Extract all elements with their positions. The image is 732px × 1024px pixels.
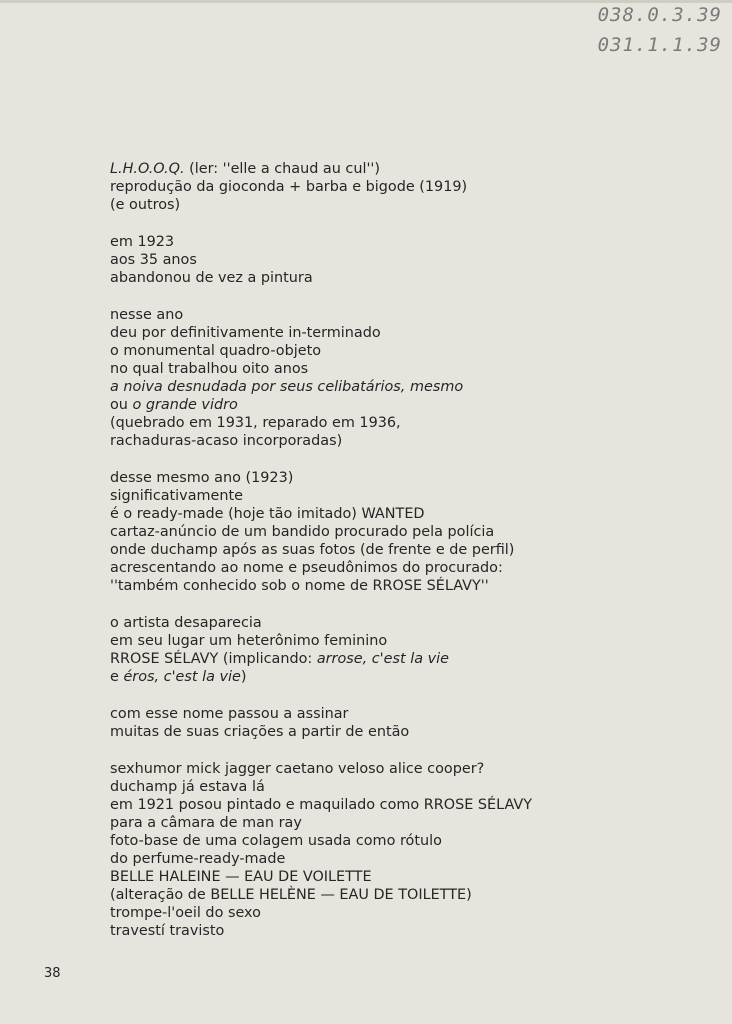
poem-line <box>110 796 710 814</box>
text-span: trompe-l'oeil do sexo <box>110 905 261 921</box>
text-span: travestí travisto <box>110 923 225 939</box>
stanza <box>110 614 710 686</box>
poem-line <box>110 577 710 595</box>
text-span: em seu lugar um heterônimo feminino <box>110 633 388 649</box>
text-span: o monumental quadro-objeto <box>110 343 322 359</box>
italic-text: arrose, c'est la vie <box>316 651 449 667</box>
text-span: desse mesmo ano (1923) <box>110 470 294 486</box>
poem-line <box>110 760 710 778</box>
text-span: (alteração de BELLE HELÈNE — EAU DE TOILETTE) <box>110 887 472 903</box>
text-span: (quebrado em 1931, reparado em 1936, <box>110 415 401 431</box>
poem-line <box>110 196 710 214</box>
poem-line <box>110 868 710 886</box>
poem-line <box>110 922 710 940</box>
poem-line <box>110 487 710 505</box>
poem-line <box>110 306 710 324</box>
text-span: ''também conhecido sob o nome de RROSE SÉLAVY'' <box>110 578 489 594</box>
stanza <box>110 233 710 287</box>
poem-line <box>110 178 710 196</box>
poem-line <box>110 668 710 686</box>
poem-line <box>110 650 710 668</box>
poem-text <box>110 160 710 959</box>
poem-line <box>110 360 710 378</box>
text-span: no qual trabalhou oito anos <box>110 361 309 377</box>
text-span: (ler: ''elle a chaud au cul'') <box>184 161 380 177</box>
stanza <box>110 705 710 741</box>
text-span: acrescentando ao nome e pseudônimos do procurado: <box>110 560 503 576</box>
italic-text: a noiva desnudada por seus celibatários, mesmo <box>110 379 464 395</box>
poem-line <box>110 723 710 741</box>
poem-line <box>110 541 710 559</box>
poem-line <box>110 378 710 396</box>
poem-line <box>110 814 710 832</box>
poem-line <box>110 342 710 360</box>
italic-text: o grande vidro <box>132 397 238 413</box>
text-span: com esse nome passou a assinar <box>110 706 349 722</box>
poem-line <box>110 505 710 523</box>
text-span: significativamente <box>110 488 244 504</box>
stanza <box>110 469 710 595</box>
poem-line <box>110 269 710 287</box>
italic-text: L.H.O.O.Q. <box>110 161 185 177</box>
poem-line <box>110 160 710 178</box>
text-span: duchamp já estava lá <box>110 779 265 795</box>
text-span: o artista desaparecia <box>110 615 262 631</box>
handwritten-catalog-number-2: 031.1.1.39 <box>597 34 722 56</box>
poem-line <box>110 705 710 723</box>
handwritten-catalog-number: 038.0.3.39 <box>597 4 722 26</box>
text-span: RROSE SÉLAVY (implicando: <box>110 651 317 667</box>
text-span: cartaz-anúncio de um bandido procurado pela polícia <box>110 524 495 540</box>
text-span: deu por definitivamente in-terminado <box>110 325 381 341</box>
text-span: nesse ano <box>110 307 184 323</box>
text-span: BELLE HALEINE — EAU DE VOILETTE <box>110 869 372 885</box>
poem-line <box>110 414 710 432</box>
text-span: para a câmara de man ray <box>110 815 302 831</box>
text-span: (e outros) <box>110 197 181 213</box>
poem-line <box>110 523 710 541</box>
page-top-edge <box>0 0 732 3</box>
poem-line <box>110 832 710 850</box>
text-span: ou <box>110 397 133 413</box>
stanza <box>110 306 710 450</box>
italic-text: éros, c'est la vie <box>123 669 241 685</box>
poem-line <box>110 614 710 632</box>
text-span: aos 35 anos <box>110 252 197 268</box>
text-span: é o ready-made (hoje tão imitado) WANTED <box>110 506 425 522</box>
text-span: abandonou de vez a pintura <box>110 270 313 286</box>
text-span: rachaduras-acaso incorporadas) <box>110 433 343 449</box>
poem-line <box>110 904 710 922</box>
poem-line <box>110 850 710 868</box>
text-span: muitas de suas criações a partir de então <box>110 724 410 740</box>
text-span: foto-base de uma colagem usada como rótulo <box>110 833 442 849</box>
text-span: ) <box>240 669 247 685</box>
poem-line <box>110 251 710 269</box>
text-span: do perfume-ready-made <box>110 851 286 867</box>
poem-line <box>110 469 710 487</box>
text-span: reprodução da gioconda + barba e bigode (1919) <box>110 179 468 195</box>
text-span: e <box>110 669 124 685</box>
stanza <box>110 160 710 214</box>
text-span: em 1921 posou pintado e maquilado como RROSE SÉLAVY <box>110 797 533 813</box>
poem-line <box>110 432 710 450</box>
poem-line <box>110 886 710 904</box>
poem-line <box>110 324 710 342</box>
poem-line <box>110 559 710 577</box>
poem-line <box>110 233 710 251</box>
page-number: 38 <box>44 966 61 981</box>
stanza <box>110 760 710 940</box>
poem-line <box>110 632 710 650</box>
text-span: sexhumor mick jagger caetano veloso alice cooper? <box>110 761 485 777</box>
text-span: em 1923 <box>110 234 175 250</box>
poem-line <box>110 396 710 414</box>
text-span: onde duchamp após as suas fotos (de frente e de perfil) <box>110 542 515 558</box>
poem-line <box>110 778 710 796</box>
